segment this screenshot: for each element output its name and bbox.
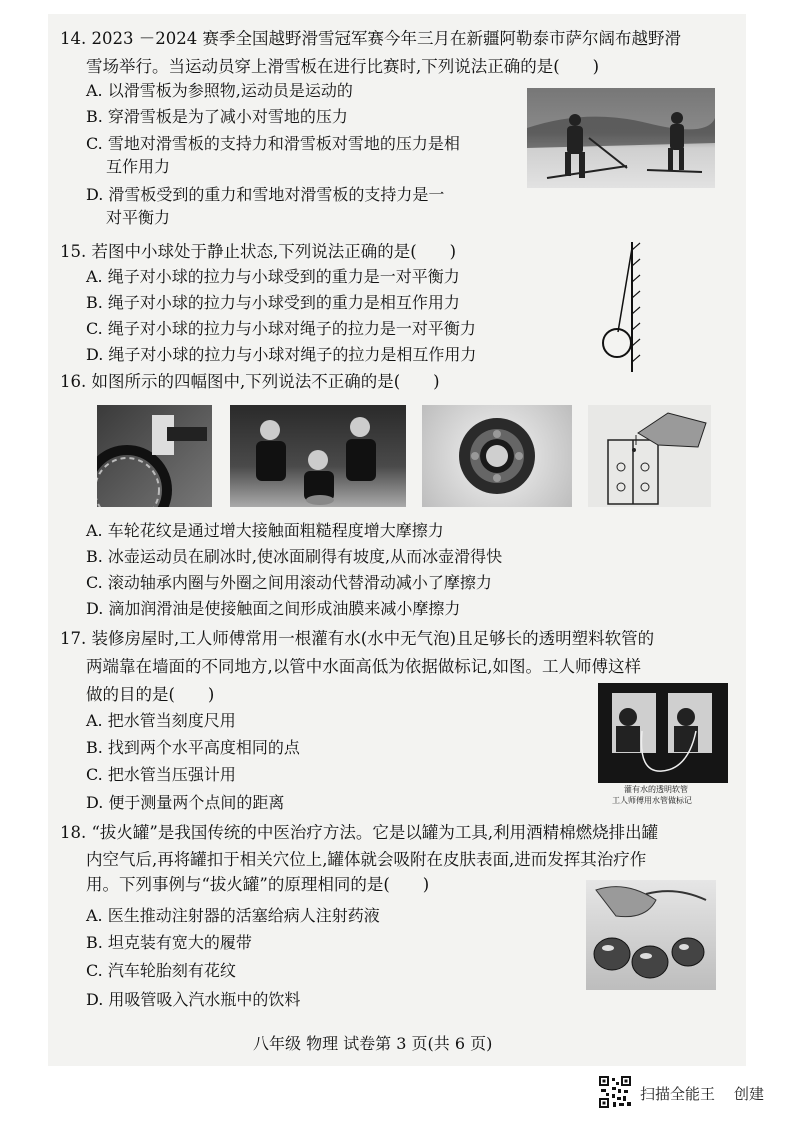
qr-code	[598, 1075, 632, 1109]
q17-stem-line3: 做的目的是( )	[86, 685, 215, 704]
curling-photo	[230, 405, 406, 507]
scanner-created-label: 创建	[734, 1085, 765, 1103]
q18-option-a: A. 医生推动注射器的活塞给病人注射药液	[86, 906, 380, 925]
q18-stem-line1: 18. “拔火罐”是我国传统的中医治疗方法。它是以罐为工具,利用酒精棉燃烧排出罐	[60, 823, 659, 842]
q17-option-b: B. 找到两个水平高度相同的点	[86, 738, 300, 757]
ski-race-photo	[527, 88, 715, 188]
q17-option-d: D. 便于测量两个点间的距离	[86, 793, 285, 812]
q14-option-a: A. 以滑雪板为参照物,运动员是运动的	[86, 81, 353, 100]
q18-option-b: B. 坦克装有宽大的履带	[86, 933, 252, 952]
q17-stem-line2: 两端靠在墙面的不同地方,以管中水面高低为依据做标记,如图。工人师傅这样	[86, 657, 641, 676]
scanner-app-name: 扫描全能王	[640, 1085, 716, 1103]
ball-on-string-diagram	[592, 240, 652, 375]
q15-stem: 15. 若图中小球处于静止状态,下列说法正确的是( )	[60, 242, 457, 261]
q15-option-d: D. 绳子对小球的拉力与小球对绳子的拉力是相互作用力	[86, 345, 477, 364]
q15-option-c: C. 绳子对小球的拉力与小球对绳子的拉力是一对平衡力	[86, 319, 476, 338]
q15-option-b: B. 绳子对小球的拉力与小球受到的重力是相互作用力	[86, 293, 460, 312]
q14-option-c-line1: C. 雪地对滑雪板的支持力和滑雪板对雪地的压力是相	[86, 134, 460, 153]
q15-option-a: A. 绳子对小球的拉力与小球受到的重力是一对平衡力	[86, 267, 460, 286]
q18-option-c: C. 汽车轮胎刻有花纹	[86, 961, 236, 980]
q17-option-c: C. 把水管当压强计用	[86, 765, 236, 784]
lubricant-hinge-diagram	[588, 405, 711, 507]
q18-stem-line3: 用。下列事例与“拔火罐”的原理相同的是( )	[86, 875, 430, 894]
q14-option-b: B. 穿滑雪板是为了减小对雪地的压力	[86, 107, 348, 126]
q18-option-d: D. 用吸管吸入汽水瓶中的饮料	[86, 990, 301, 1009]
q17-stem-line1: 17. 装修房屋时,工人师傅常用一根灌有水(水中无气泡)且足够长的透明塑料软管的	[60, 629, 655, 648]
q14-stem-line1: 14. 2023 －2024 赛季全国越野滑雪冠军赛今年三月在新疆阿勒泰市萨尔阔布越野滑	[60, 29, 681, 48]
water-level-tube-photo	[598, 683, 728, 783]
page-footer: 八年级 物理 试卷第 3 页(共 6 页)	[253, 1034, 493, 1053]
q14-option-d-line1: D. 滑雪板受到的重力和雪地对滑雪板的支持力是一	[86, 185, 445, 204]
bike-tire-photo	[97, 405, 212, 507]
ball-bearing-photo	[422, 405, 572, 507]
tube-photo-caption-line2: 工人师傅用水管做标记	[612, 796, 692, 805]
q14-option-c-line2: 互作用力	[106, 157, 171, 176]
q17-option-a: A. 把水管当刻度尺用	[86, 711, 236, 730]
tube-photo-caption-line1: 灌有水的透明软管	[624, 785, 688, 794]
q14-stem-line2: 雪场举行。当运动员穿上滑雪板在进行比赛时,下列说法正确的是( )	[86, 57, 600, 76]
q16-option-c: C. 滚动轴承内圈与外圈之间用滚动代替滑动减小了摩擦力	[86, 573, 492, 592]
cupping-therapy-photo	[586, 880, 716, 990]
q16-option-b: B. 冰壶运动员在刷冰时,使冰面刷得有坡度,从而冰壶滑得快	[86, 547, 503, 566]
q16-stem: 16. 如图所示的四幅图中,下列说法不正确的是( )	[60, 372, 440, 391]
q14-option-d-line2: 对平衡力	[106, 208, 171, 227]
q16-option-a: A. 车轮花纹是通过增大接触面粗糙程度增大摩擦力	[86, 521, 444, 540]
q18-stem-line2: 内空气后,再将罐扣于相关穴位上,罐体就会吸附在皮肤表面,进而发挥其治疗作	[86, 850, 647, 869]
q16-option-d: D. 滴加润滑油是使接触面之间形成油膜来减小摩擦力	[86, 599, 461, 618]
